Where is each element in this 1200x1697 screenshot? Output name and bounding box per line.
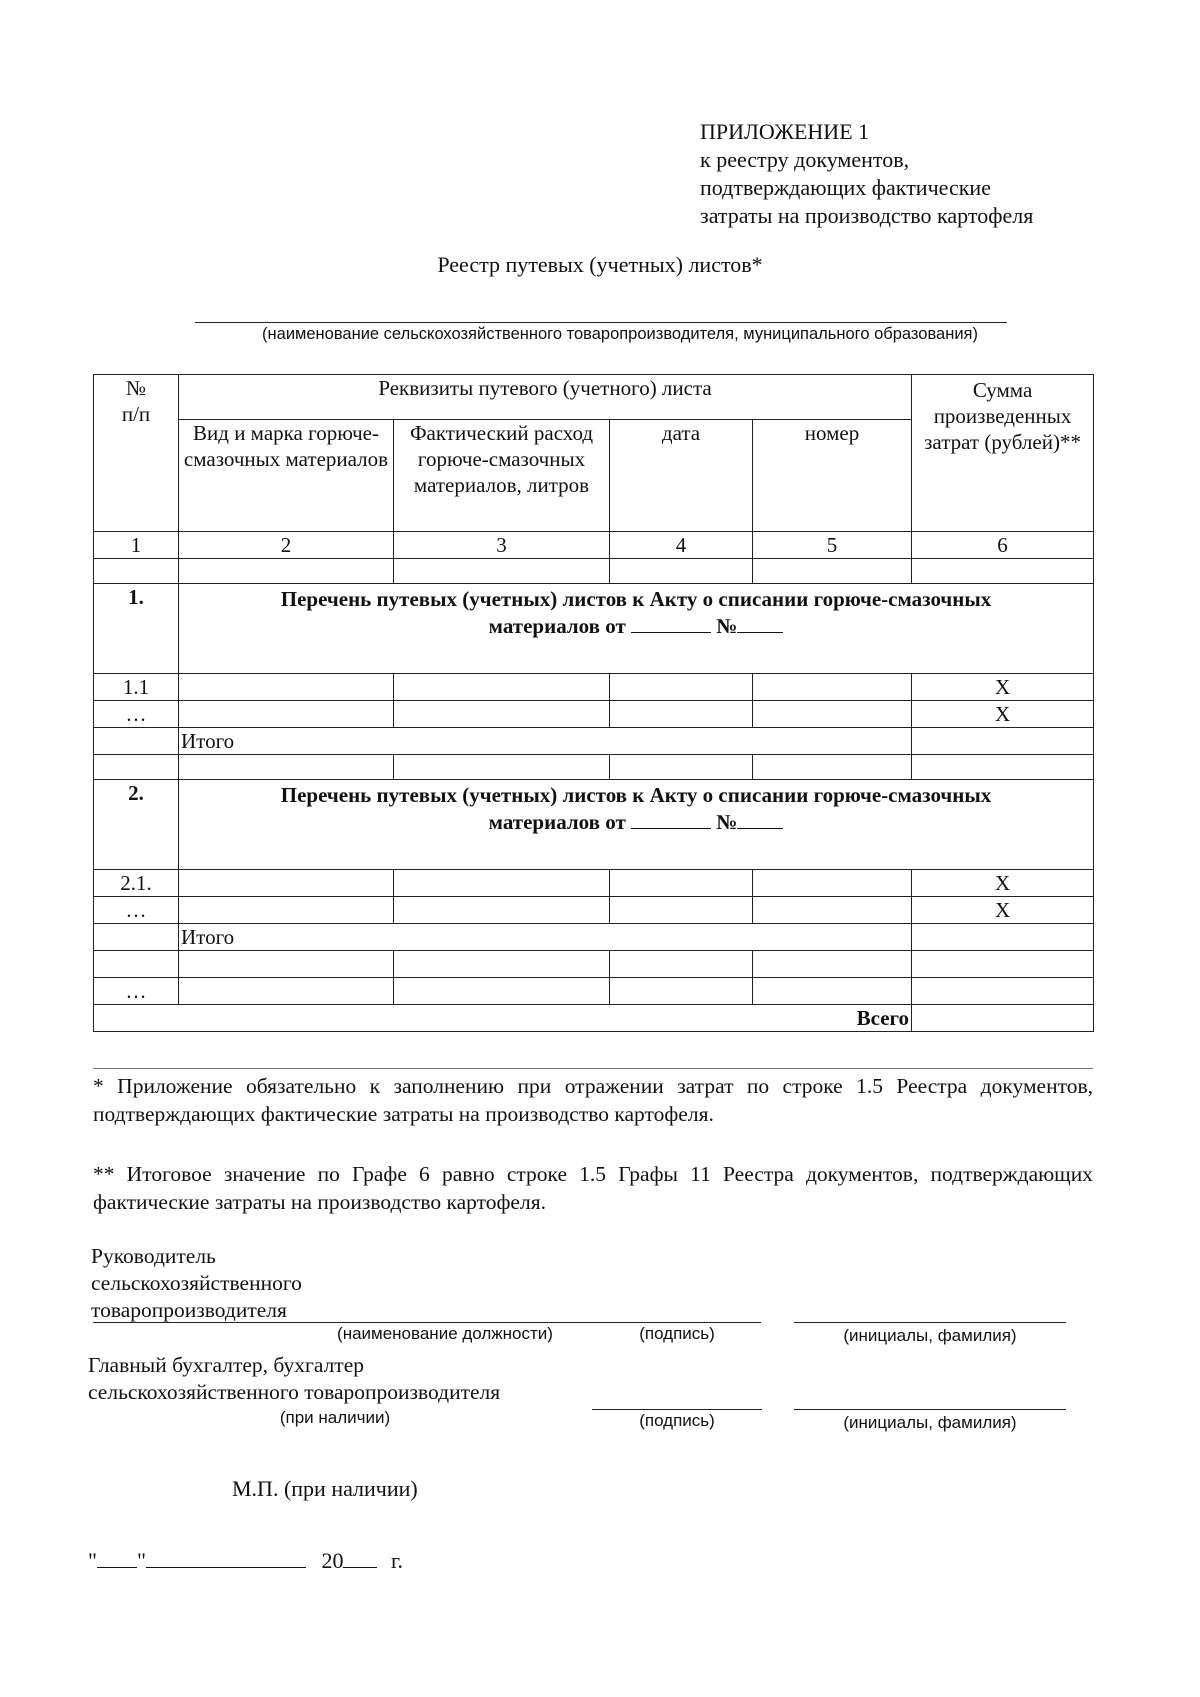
name-caption: (инициалы, фамилия) xyxy=(843,1413,1017,1432)
cell[interactable] xyxy=(753,559,912,584)
signature-caption: (подпись) xyxy=(639,1411,715,1430)
org-name-caption: (наименование сельскохозяйственного товаропроизводителя, муниципального образования) xyxy=(262,325,978,343)
table-row xyxy=(94,559,1094,584)
cell xyxy=(94,728,179,755)
cell[interactable] xyxy=(753,870,912,897)
day-blank[interactable] xyxy=(97,1547,137,1568)
head-position-signature-line[interactable] xyxy=(93,1322,761,1323)
cell[interactable] xyxy=(94,755,179,780)
table-row xyxy=(94,870,1094,897)
x-mark: X xyxy=(912,701,1094,728)
appendix-line-4: затраты на производство картофеля xyxy=(700,203,1034,228)
section-2-number: 2. xyxy=(94,780,179,870)
head-name-line[interactable] xyxy=(794,1322,1066,1323)
cell[interactable] xyxy=(94,951,179,978)
registry-table xyxy=(93,374,1094,1032)
table-row xyxy=(94,897,1094,924)
cell[interactable] xyxy=(179,870,394,897)
header-date: дата xyxy=(610,420,753,532)
section-1-header xyxy=(94,584,1094,674)
cell[interactable] xyxy=(610,870,753,897)
cell[interactable] xyxy=(394,755,610,780)
table-row xyxy=(94,674,1094,701)
accountant-signature-line[interactable] xyxy=(592,1409,762,1410)
row-number: 1.1 xyxy=(94,674,179,701)
appendix-title: ПРИЛОЖЕНИЕ 1 xyxy=(700,119,870,144)
accountant-name-line[interactable] xyxy=(794,1409,1066,1410)
header-waybill-number: номер xyxy=(753,420,912,532)
cell[interactable] xyxy=(610,701,753,728)
cell[interactable] xyxy=(179,755,394,780)
header-fuel-type: Вид и марка горюче-смазочных материалов xyxy=(179,420,394,532)
if-available-caption: (при наличии) xyxy=(279,1408,391,1427)
footnote-1: * Приложение обязательно к заполнению при отражении затрат по строке 1.5 Реестра документов, подтверждающих фактические затраты на производство картофеля. xyxy=(93,1074,1093,1126)
header-sum: Сумма произведенных затрат (рублей)** xyxy=(912,375,1094,532)
total-label: Итого xyxy=(179,924,912,951)
section-1-total-row xyxy=(94,728,1094,755)
table-row xyxy=(94,951,1094,978)
header-requisites: Реквизиты путевого (учетного) листа xyxy=(179,375,912,420)
cell[interactable] xyxy=(753,951,912,978)
table-row xyxy=(94,755,1094,780)
act-date-blank[interactable] xyxy=(631,808,711,829)
cell[interactable] xyxy=(179,559,394,584)
cell[interactable] xyxy=(94,559,179,584)
cell[interactable] xyxy=(394,701,610,728)
name-caption: (инициалы, фамилия) xyxy=(843,1326,1017,1345)
cell[interactable] xyxy=(753,978,912,1005)
section-1-title: Перечень путевых (учетных) листов к Акту о списании горюче-смазочных материалов от № xyxy=(179,584,1094,674)
document-title: Реестр путевых (учетных) листов* xyxy=(437,252,763,277)
cell[interactable] xyxy=(610,674,753,701)
total-value[interactable] xyxy=(912,728,1094,755)
column-numbers-row xyxy=(94,532,1094,559)
section-2-total-row xyxy=(94,924,1094,951)
position-caption: (наименование должности) xyxy=(337,1324,553,1343)
row-number: … xyxy=(94,701,179,728)
cell[interactable] xyxy=(753,674,912,701)
grand-total-value[interactable] xyxy=(912,1005,1094,1032)
footnote-2: ** Итоговое значение по Графе 6 равно строке 1.5 Графы 11 Реестра документов, подтверждающих фактические затраты на производство картофеля. xyxy=(93,1162,1093,1214)
month-blank[interactable] xyxy=(146,1547,306,1568)
accountant-signatory-label: Главный бухгалтер, бухгалтер сельскохозяйственного товаропроизводителя xyxy=(88,1353,501,1404)
signature-caption: (подпись) xyxy=(639,1324,715,1343)
col-num: 5 xyxy=(753,532,912,559)
cell xyxy=(94,924,179,951)
act-number-blank[interactable] xyxy=(737,612,783,633)
cell[interactable] xyxy=(753,897,912,924)
cell[interactable] xyxy=(179,978,394,1005)
cell[interactable] xyxy=(179,897,394,924)
cell[interactable] xyxy=(912,978,1094,1005)
cell[interactable] xyxy=(610,755,753,780)
header-number: № п/п xyxy=(94,375,179,532)
table-row xyxy=(94,978,1094,1005)
cell[interactable] xyxy=(610,978,753,1005)
cell[interactable] xyxy=(179,674,394,701)
x-mark: X xyxy=(912,897,1094,924)
cell[interactable] xyxy=(912,951,1094,978)
grand-total-row xyxy=(94,1005,1094,1032)
cell[interactable] xyxy=(394,978,610,1005)
row-number: 2.1. xyxy=(94,870,179,897)
act-date-blank[interactable] xyxy=(631,612,711,633)
col-num: 2 xyxy=(179,532,394,559)
cell[interactable] xyxy=(753,701,912,728)
col-num: 4 xyxy=(610,532,753,559)
section-1-number: 1. xyxy=(94,584,179,674)
cell[interactable] xyxy=(394,951,610,978)
act-number-blank[interactable] xyxy=(737,808,783,829)
appendix-header xyxy=(700,118,1033,230)
date-line: " " 20 г. xyxy=(88,1548,404,1573)
cell[interactable] xyxy=(610,559,753,584)
cell[interactable] xyxy=(912,755,1094,780)
appendix-line-2: к реестру документов, xyxy=(700,147,910,172)
grand-total-label: Всего xyxy=(94,1005,912,1032)
col-num: 3 xyxy=(394,532,610,559)
cell[interactable] xyxy=(394,870,610,897)
x-mark: X xyxy=(912,674,1094,701)
col-num: 1 xyxy=(94,532,179,559)
cell[interactable] xyxy=(610,951,753,978)
header-consumption: Фактический расход горюче-смазочных материалов, литров xyxy=(394,420,610,532)
notes-divider xyxy=(93,1068,1093,1069)
head-signatory-label: Руководитель сельскохозяйственного товаропроизводителя xyxy=(91,1244,302,1322)
section-2-title: Перечень путевых (учетных) листов к Акту о списании горюче-смазочных материалов от № xyxy=(179,780,1094,870)
row-number: … xyxy=(94,897,179,924)
table-row xyxy=(94,701,1094,728)
appendix-line-3: подтверждающих фактические xyxy=(700,175,991,200)
stamp-place: М.П. (при наличии) xyxy=(232,1476,418,1501)
col-num: 6 xyxy=(912,532,1094,559)
year-blank[interactable] xyxy=(343,1547,377,1568)
cell[interactable] xyxy=(179,701,394,728)
cell[interactable] xyxy=(610,897,753,924)
org-name-line[interactable] xyxy=(195,322,1007,323)
row-number: … xyxy=(94,978,179,1005)
cell[interactable] xyxy=(394,559,610,584)
x-mark: X xyxy=(912,870,1094,897)
cell[interactable] xyxy=(394,674,610,701)
cell[interactable] xyxy=(912,559,1094,584)
total-value[interactable] xyxy=(912,924,1094,951)
cell[interactable] xyxy=(753,755,912,780)
total-label: Итого xyxy=(179,728,912,755)
section-2-header xyxy=(94,780,1094,870)
cell[interactable] xyxy=(179,951,394,978)
cell[interactable] xyxy=(394,897,610,924)
